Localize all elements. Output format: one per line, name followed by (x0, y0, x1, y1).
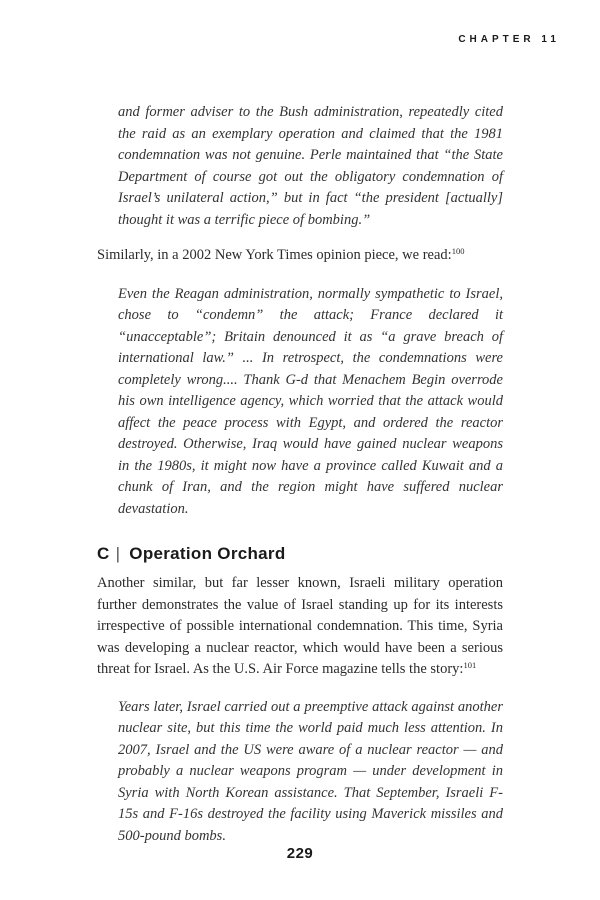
footnote-ref-101: 101 (463, 660, 477, 670)
paragraph-similarly (97, 245, 503, 267)
chapter-header: CHAPTER 11 (458, 34, 560, 45)
section-letter: C (97, 544, 110, 563)
page-number: 229 (286, 845, 314, 862)
section-title: Operation Orchard (129, 544, 286, 563)
section-heading-operation-orchard (97, 544, 503, 564)
paragraph-orchard-intro (97, 573, 503, 681)
paragraph-orchard-text: Another similar, but far lesser known, Israeli military operation further demonstrates the value of Israel standing up for its interests irrespective of possible international condemnation. This time, Syria was developing a nuclear reactor, which would have been a serious threat for Israel. As the U.S. Air Force magazine tells the story: (97, 575, 503, 677)
page-content (97, 102, 503, 847)
blockquote-nyt-opinion: Even the Reagan administration, normally sympathetic to Israel, chose to “condemn” the attack; France declared it “unacceptable”; Britain denounced it as “a grave breach of international law.” ... In retrospect, the condemnations were completely wrong.... Thank G-d that Menachem Begin overrode his own intelligence agency, which worried that the attack would affect the peace process with Egypt, and ordered the reactor destroyed. Otherwise, Iraq would have gained nuclear weapons in the 1980s, it might now have a province called Kuwait and a chunk of Iran, and the region might have suffered nuclear devastation. (118, 285, 503, 517)
blockquote-airforce-magazine: Years later, Israel carried out a preemptive attack against another nuclear site, but this time the world paid much less attention. In 2007, Israel and the US were aware of a nuclear reactor — and probably a nuclear weapons program — under development in Syria with North Korean assistance. That September, Israeli F-15s and F-16s destroyed the facility using Maverick missiles and 500-pound bombs. (118, 698, 503, 844)
section-separator: | (115, 544, 121, 563)
blockquote-perle-continuation: and former adviser to the Bush administration, repeatedly cited the raid as an exemplary operation and claimed that the 1981 condemnation was not genuine. Perle maintained that “the State Department of course got out the obligatory condemnation of Israel’s unilateral action,” but in fact “the president [actually] thought it was a terrific piece of bombing.” (118, 104, 503, 228)
footnote-ref-100: 100 (451, 246, 465, 256)
paragraph-similarly-text: Similarly, in a 2002 New York Times opinion piece, we read: (97, 247, 452, 263)
